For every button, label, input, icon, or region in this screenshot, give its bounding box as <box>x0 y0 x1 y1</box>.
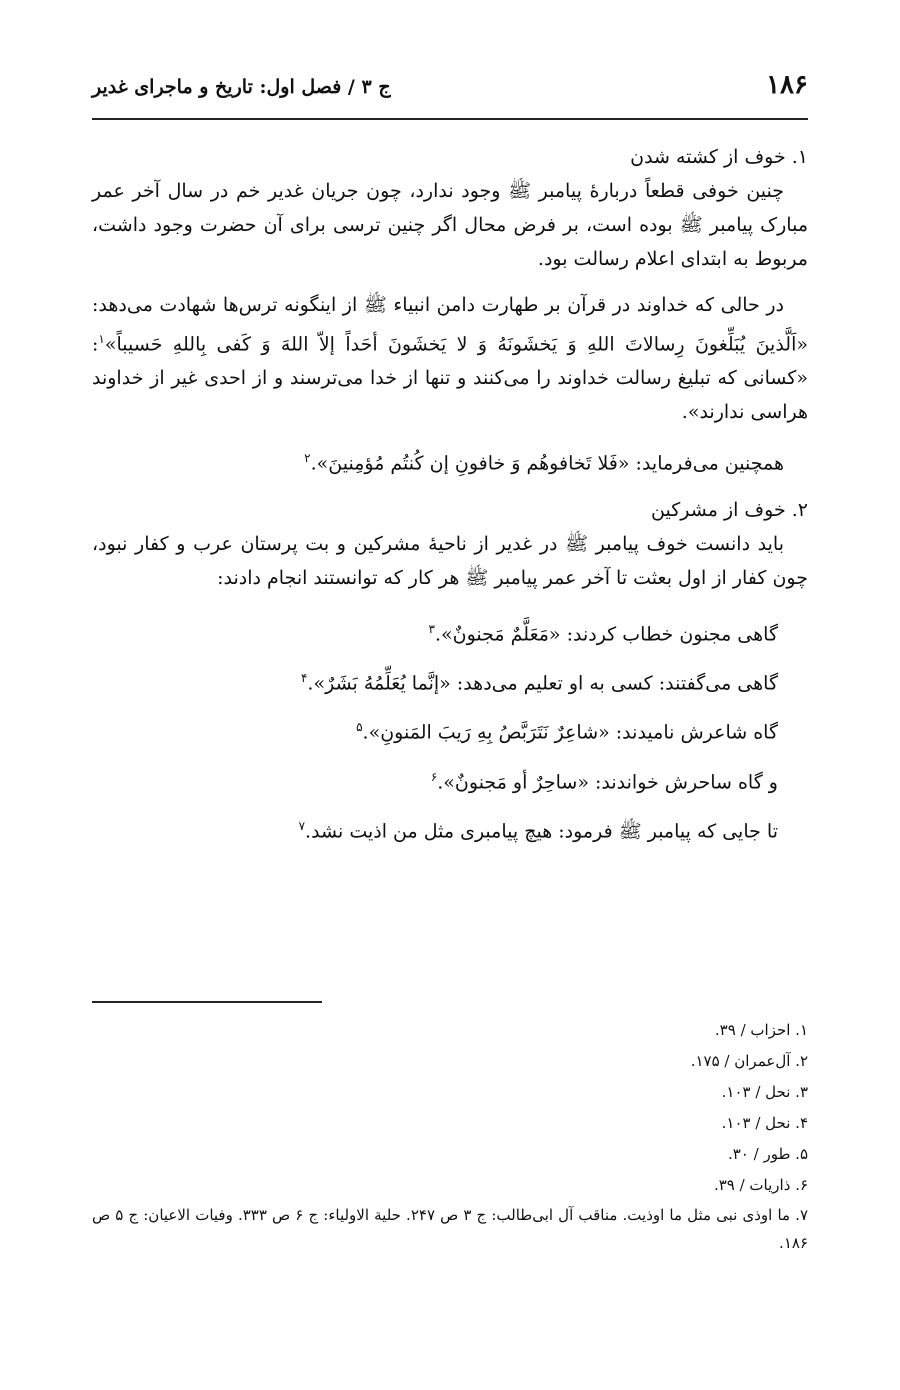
section1-paragraph-1: چنین خوفی قطعاً دربارهٔ پیامبر ﷺ وجود ندارد، چون جریان غدیر خم در سال آخر عمر مبارک پیامبر ﷺ بوده است، بر فرض محال اگر چنین ترسی برای آن حضرت وجود داشت، مربوط به ابتدای اعلام رسالت بود. <box>92 180 808 270</box>
quote-line: تا جایی که پیامبر ﷺ فرمود: هیچ پیامبری مثل من اذیت نشد.$^۷$ <box>298 818 778 843</box>
page-body <box>92 140 808 853</box>
running-title: ج ۳ / فصل اول: تاریخ و ماجرای غدیر <box>92 76 391 98</box>
quote-translation: : «کسانی که تبلیغ رسالت خداوند را می‌کنند و تنها از خدا می‌ترسند و از احدی غیر از خداوند هراسی ندارند». <box>92 333 808 424</box>
section2-heading: ۲. خوف از مشرکین <box>651 498 808 521</box>
section1-paragraph-2 <box>92 288 808 429</box>
quote-line: و گاه ساحرش خواندند: «ساحِرٌ أو مَجنونٌ».$^۶$ <box>430 769 778 793</box>
footnotes <box>92 1015 808 1257</box>
section1-heading: ۱. خوف از کشته شدن <box>630 146 808 168</box>
footnote-item: ۶. ذاریات / ۳۹. <box>713 1176 808 1194</box>
quote-line: گاه شاعرش نامیدند: «شاعِرٌ نَتَرَبَّصُ بِهِ رَیبَ المَنونِ».$^۵$ <box>356 720 778 744</box>
quran-quote-2: همچنین می‌فرماید: «فَلا تَخافوهُم وَ خافونِ إن کُنتُم مُؤمِنینَ». <box>310 452 784 475</box>
quote-line: گاهی مجنون خطاب کردند: «مَعَلَّمٌ مَجنونٌ».$^۳$ <box>428 621 778 645</box>
footnote-item: ۷. ما اوذی نبی مثل ما اوذیت. مناقب آل ابی‌طالب: ج ۳ ص ۲۴۷. حلیة الاولیاء: ج ۶ ص ۳۳۳. وفیات الاعیان: ج ۵ ص ۱۸۶. <box>92 1206 808 1252</box>
footnote-item: ۵. طور / ۳۰. <box>727 1145 808 1163</box>
footnote-ref: ۵ <box>356 720 363 735</box>
page-number: ۱۸۶ <box>766 70 808 100</box>
footnote-ref-2: ۲ <box>304 451 311 466</box>
footnote-ref: ۶ <box>430 769 438 784</box>
footnote-item: ۱. احزاب / ۳۹. <box>714 1021 808 1039</box>
footnote-item: ۳. نحل / ۱۰۳. <box>721 1083 808 1101</box>
quote-list <box>92 607 778 854</box>
section2-paragraph-1: باید دانست خوف پیامبر ﷺ در غدیر از ناحیهٔ مشرکین و بت پرستان عرب و کفار نبود، چون کفار از اول بعثت تا آخر عمر پیامبر ﷺ هر کار که توانستند انجام دادند: <box>92 532 808 589</box>
quran-quote-1: در حالی که خداوند در قرآن بر طهارت دامن انبیاء ﷺ از اینگونه ترس‌ها شهادت می‌دهد: «اَلَّذینَ یُبَلِّغونَ رِسالاتَ اللهِ وَ یَخشَونَهُ وَ لا یَخشَونَ أحَداً إلاّ اللهَ وَ کَفی بِاللهِ حَسیباً» <box>92 294 808 356</box>
quote-line: گاهی می‌گفتند: کسی به او تعلیم می‌دهد: «إنَّما یُعَلِّمُهُ بَشَرٌ».$^۴$ <box>300 670 778 695</box>
footnote-ref: ۳ <box>428 621 435 636</box>
header-rule <box>92 118 808 120</box>
footnote-ref-1: ۱ <box>98 332 105 346</box>
footnote-ref: ۷ <box>298 818 306 833</box>
footnote-item: ۲. آل‌عمران / ۱۷۵. <box>690 1052 808 1070</box>
section1-paragraph-3 <box>92 441 808 480</box>
footnote-item: ۴. نحل / ۱۰۳. <box>721 1114 808 1132</box>
page-header <box>92 70 808 110</box>
book-page <box>92 0 808 1390</box>
footnote-ref: ۴ <box>300 670 308 685</box>
footnote-rule <box>92 1001 322 1003</box>
